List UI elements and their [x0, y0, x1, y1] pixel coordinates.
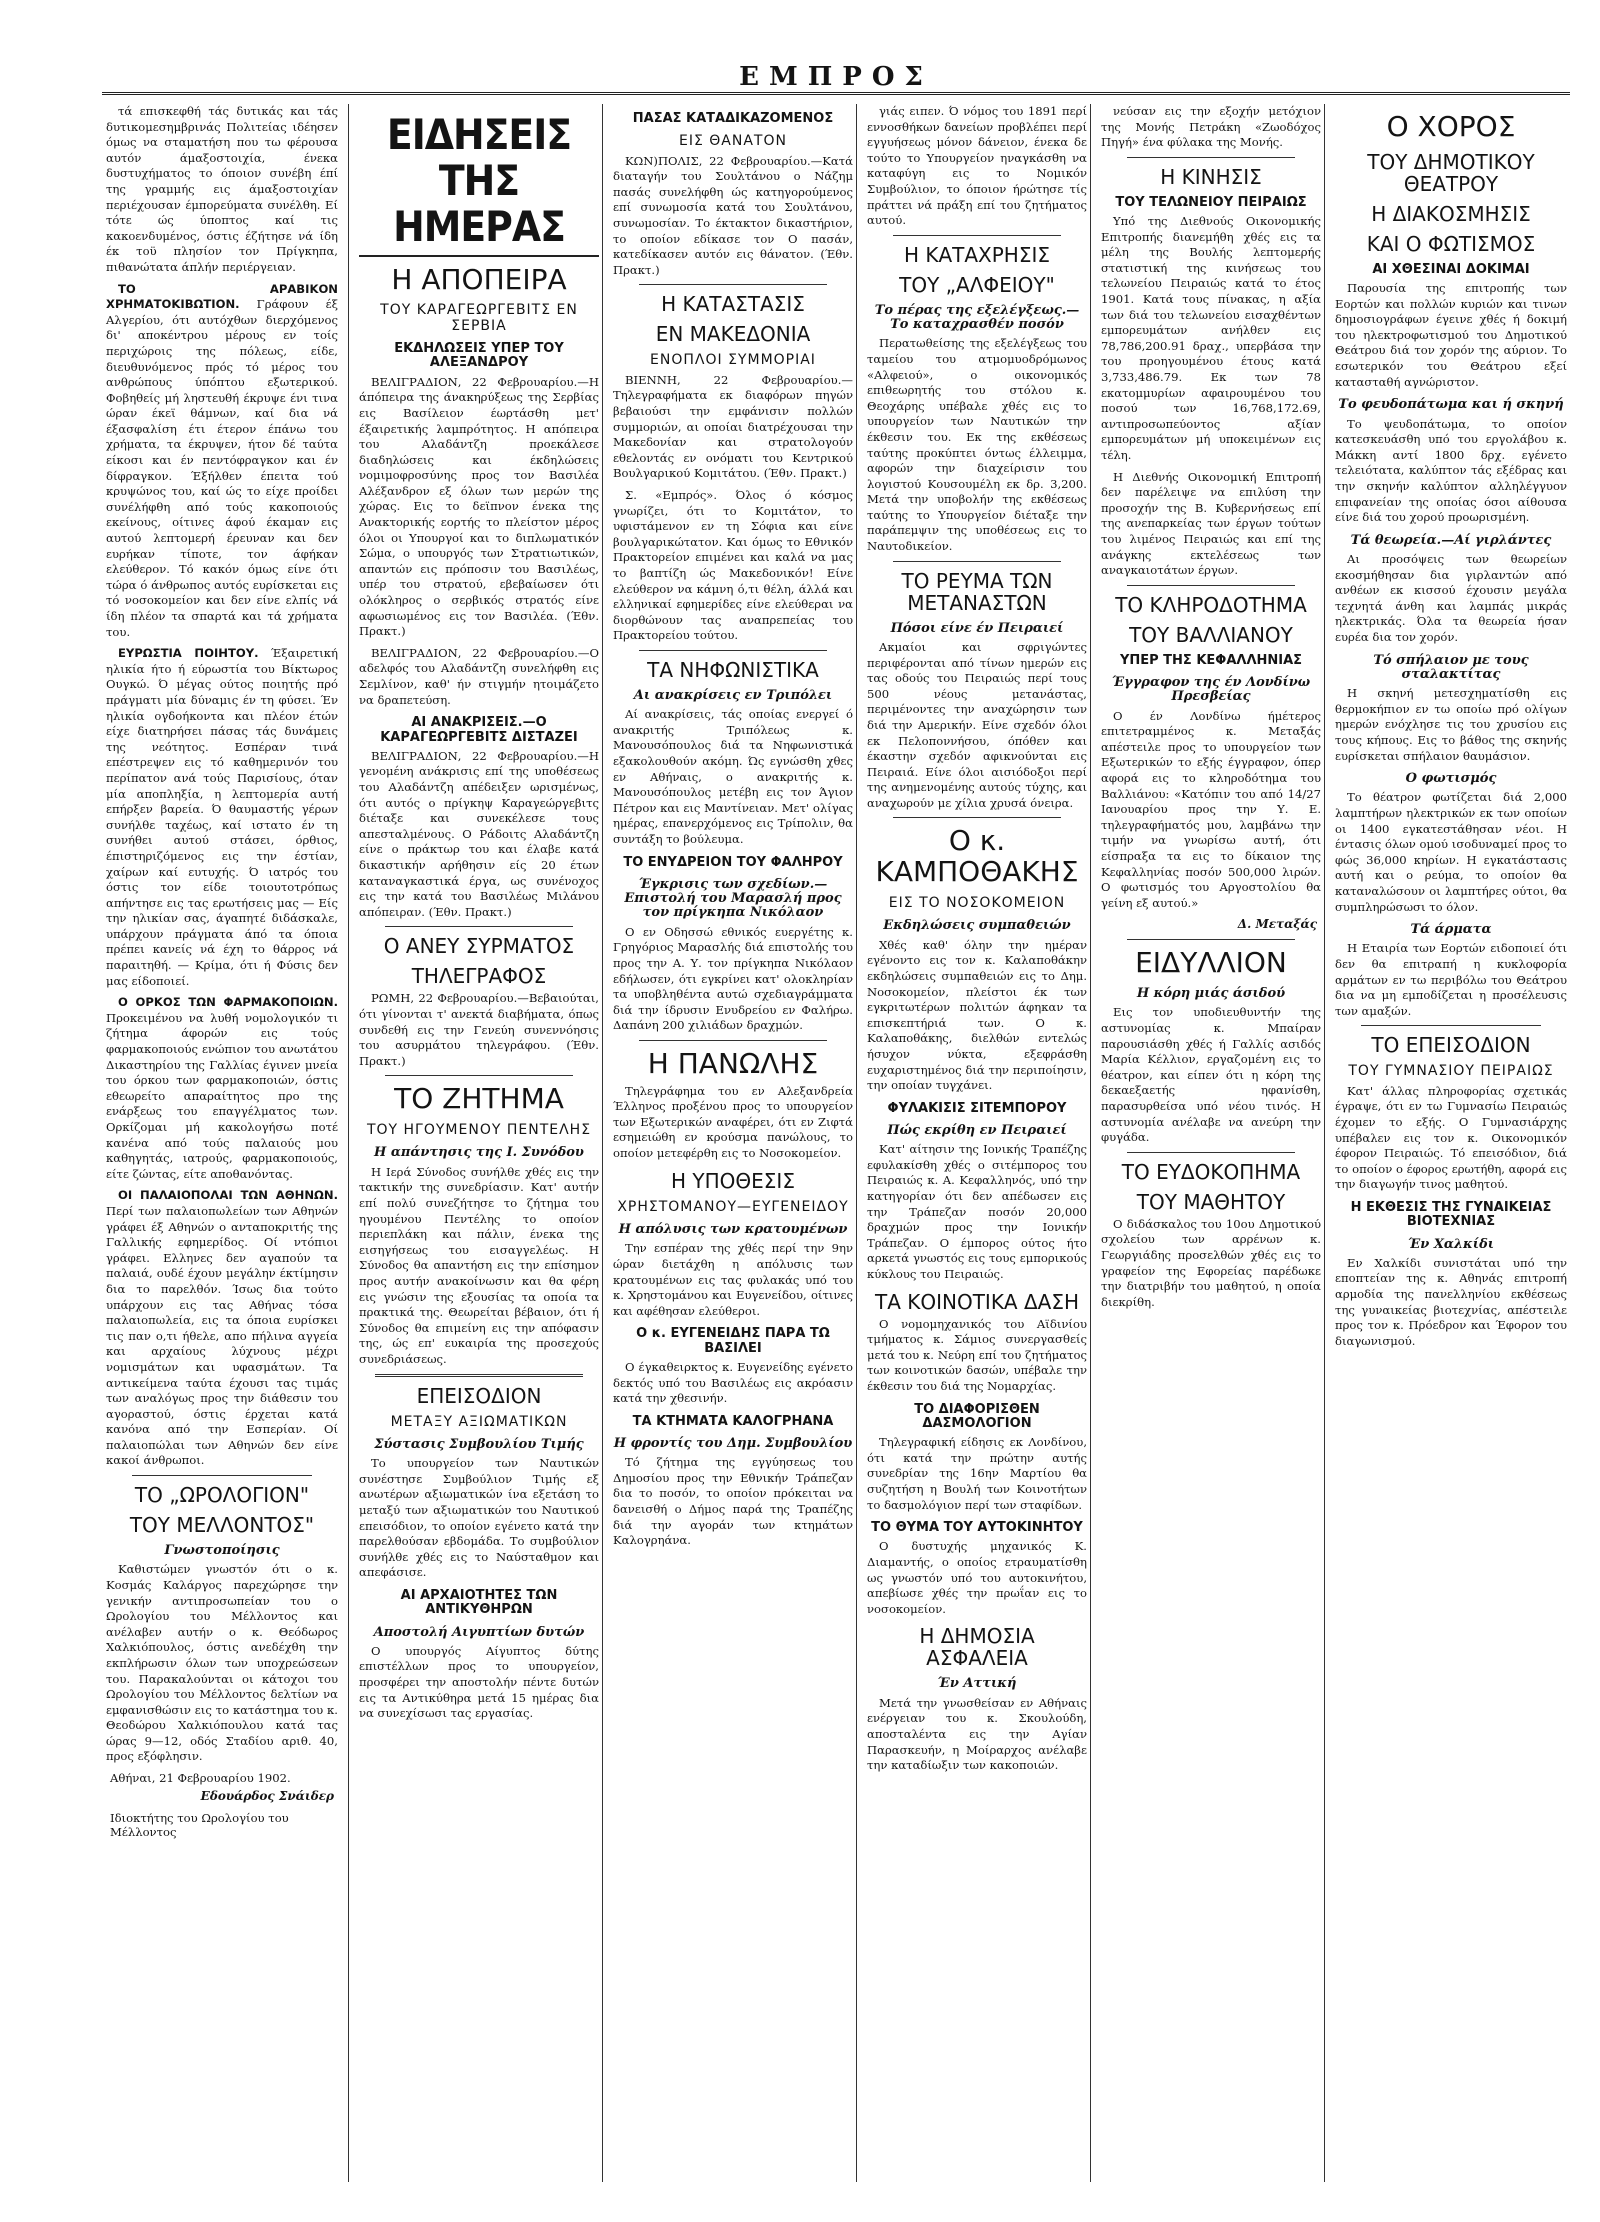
section-heading: Ο κ. ΕΥΓΕΝΕΙΔΗΣ ΠΑΡΑ ΤΩ ΒΑΣΙΛΕΙ [636, 1326, 830, 1356]
article-text: Η Διεθνής Οικονομική Επιτροπή δεν παρέλειψε να επιλύση την προσοχήν της Β. Κυβερνήσεως επί της ανεπαρκείας των έργων τούτων του λιμένος Πειραιώς και επί της ανάγκης εκτελέσεως των αναγκαιοτάτων έργων. [1101, 469, 1321, 578]
article-body: Έξαιρετική ηλικία ήτο ή εύρωστία του Βίκτωρος Ουγκώ. Ό μέγας ούτος ποιητής πρό πράγματι μία δύναμις έν τη φύσει. Έν ηλικία ογδοήκοντα και πλέον έτών είχε διατηρήσει πάσας τάς δυνάμεις της νεότητος. Εσπέραν τινά επέστρεψεν εις τό καθημερινόν του περίπατον ανά τούς Παρισίους, όταν μία αποπληξία, η λεπτομερία αυτή επήρξεν βαρεία. Ό θαυμαστής γέρων συνήλθε ταχέως, καί ιστατο έν τη συνήθει αυτού στάσει, όρθιος, έπιστηριζόμενος εις την έστίαν, χαίρων καί ευτυχής. Ό ιατρός του όστις τον είδε τοιουτοτρόπως απήντησε εις τας ερωτήσεις μας — Είς την ηλικίαν σας, άγαπητέ διδάσκαλε, υπάρχουν πράγματα άπό τα όποια πρέπει κανείς νά έχη το θάρρος νά παραιτηθή. — Κρίμα, ότι ή Φύσις δεν μας είδοποιεί. [106, 646, 338, 988]
article-text: Η σκηνή μετεσχηματίσθη εις θερμοκήπιον εν τω οποίω πρό ολίγων ημερών ενόχλησε τις του χρυσίου εις τους κήπους. Εις το βάθος της σκηνής ευρίσκεται σπήλαιον θαυμάσιον. [1335, 686, 1567, 763]
notice-date: Αθήναι, 21 Φεβρουαρίου 1902. [110, 1771, 291, 1786]
section-subheading: Η απόλυσις των κρατουμένων [618, 1222, 848, 1238]
section-heading: Η ΥΠΟΘΕΣΙΣ [671, 1168, 795, 1193]
section-subheading: ΤΟΥ ΗΓΟΥΜΕΝΟΥ ΠΕΝΤΕΛΗΣ [366, 1122, 592, 1139]
article-text: Κατ' άλλας πληροφορίας σχετικάς έγραψε, ότι εν τω Γυμνασίω Πειραιώς έχομεν το εξής. Ο Γυμνασιάρχης υπέβαλεν εις τον κ. Οικονομικόν έφορον Πειραιώς. Τό επεισόδιον, διά το οποίον ο έφορος ερωτήθη, αφορά εις την διαγωγήν τινος μαθητού. [1335, 1083, 1567, 1192]
notice-signature-title: Ιδιοκτήτης του Ωρολογίου του Μέλλοντος [110, 1811, 289, 1840]
section-heading: ΤΟ „ΩΡΟΛΟΓΙΟΝ" [134, 1483, 310, 1508]
notice-signature: Εδουάρδος Σνάιδερ [200, 1789, 334, 1804]
article-text: Ο έγκαθειρκτος κ. Ευγενείδης εγένετο δεκτός υπό του Βασιλέως εις ακρόασιν κατά την χθεσινήν. [613, 1359, 853, 1406]
article-text [106, 282, 338, 641]
divider [375, 1374, 583, 1377]
section-subheading: Εκδηλώσεις συμπαθειών [883, 918, 1071, 934]
article-text: Ακμαίοι και σφριγώντες περιφέρονται από τίνων ημερών εις τας οδούς του Πειραιώς περί τους 500 νέους μετανάστας, περιμένοντες την αναχώρησιν των διά την Αμερικήν. Είνε σχεδόν όλοι εκ Πελοποννήσου, όπόθεν και έκαστην σχεδόν αφικνούνται εις Πειραιά. Είνε όλοι αισιόδοξοι περί της ανημενομένης αυτούς τύχης, και αναχωρούν με χίλια χρυσά όνειρα. [867, 639, 1087, 810]
article-text: Ο διδάσκαλος του 10ου Δημοτικού σχολείου των αρρένων κ. Γεωργιάδης προσελθών χθές εις το γραφείον της Εφορείας παρέδωκε την διατριβήν του μαθητού, η οποία διεκρίθη. [1101, 1216, 1321, 1309]
section-subheading: ΤΗΛΕΓΡΑΦΟΣ [411, 964, 547, 989]
section-subheading: Αποστολή Αιγυπτίων δυτών [373, 1624, 585, 1640]
section-subheading: Σύστασις Συμβουλίου Τιμής [374, 1436, 584, 1452]
masthead-title: ΕΜΠΡΟΣ [739, 62, 933, 92]
section-heading: ΤΟ ΘΥΜΑ ΤΟΥ ΑΥΤΟΚΙΝΗΤΟΥ [871, 1520, 1083, 1536]
article-text: Καθιστώμεν γνωστόν ότι ο κ. Κοσμάς Καλάργος παρεχώρησε την γενικήν αντιπροσωπείαν του ο Ωρολογίου του Μέλλοντος και ανέλαβεν αυτήν ο κ. Θεόδωρος Χαλκιόπουλος, όστις ανεδέχθη την εκπλήρωσιν όλων των υποχρεώσεων του. Παρακαλούνται οι κάτοχοι του Ωρολογίου του Μέλλοντος δελτίων να εμφανισθώσιν εις το κατάστημα του κ. Θεοδώρου Χαλκιόπουλου κατά τας ώρας 9—12, οδός Σταδίου αριθ. 40, προς εξόφλησιν. [106, 1562, 338, 1764]
section-heading: ΤΟ ΖΗΤΗΜΑ [394, 1082, 564, 1116]
article-text: Τό ζήτημα της εγγύησεως του Δημοσίου προς την Εθνικήν Τράπεζαν δια το ποσόν, το οποίον πρόκειται να δανεισθή ο Δήμος παρά της Τραπέζης διά την αγοράν των κτημάτων Καλογρηάνα. [613, 1455, 853, 1548]
article-text: Μετά την γνωσθείσαν εν Αθήναις ενέργειαν του κ. Σκουλούδη, αποσταλέντα εις την Αγίαν Παρασκευήν, η Μοίραρχος ανέλαβε την καταδίωξιν των κακοποιών. [867, 1695, 1087, 1773]
section-subheading: ΕΝ ΜΑΚΕΔΟΝΙΑ [655, 322, 811, 347]
section-subheading: Η φροντίς του Δημ. Συμβουλίου [613, 1436, 853, 1451]
divider [1127, 157, 1295, 158]
section-heading: Η ΚΙΝΗΣΙΣ [1160, 164, 1262, 189]
article-text [106, 646, 338, 989]
column-1 [102, 104, 342, 2182]
section-subheading: ΤΟΥ ΚΑΡΑΓΕΩΡΓΕΒΙΤΣ ΕΝ ΣΕΡΒΙΑ [380, 302, 578, 334]
section-heading: ΤΟ ΕΥΔΟΚΟΠΗΜΑ [1121, 1159, 1301, 1184]
section-subheading: ΤΟΥ ΜΕΛΛΟΝΤΟΣ" [129, 1513, 315, 1538]
article-text: Τηλεγραφική είδησις εκ Λονδίνου, ότι κατά την πρώτην αυτής συνεδρίαν της 16ην Μαρτίου θα συζητήση η Βουλή των Κοινοτήτων το δασμολόγιον περί των σταφίδων. [867, 1435, 1087, 1512]
divider [639, 650, 827, 651]
article-text: Τηλεγράφημα του εν Αλεξανδρεία Έλληνος προξένου προς το υπουργείον των Εξωτερικών αναφέρει, ότι εν Ζιφτά εσημειώθη εν κρούσμα πανώλους, το οποίον μετεφέρθη εις το Νοσοκομείον. [613, 1083, 853, 1161]
section-subheading: Αι ανακρίσεις εν Τριπόλει [633, 687, 833, 703]
section-heading: ΕΠΕΙΣΟΔΙΟΝ [416, 1383, 542, 1408]
article-text: Το ψευδοπάτωμα, το οποίον κατεσκευάσθη υπό του εργολάβου κ. Μάκκη αντί 1800 δρχ. εγένετο τελειότατα, καλύπτον τάς εξέδρας και την σκηνήν καλύπτον αλληλέγγυον επιφανείαν της οποίας όσοι αίθουσα είνε διά του χορού προωρισμένη. [1335, 416, 1567, 525]
column-6 [1324, 104, 1571, 2182]
section-subheading: ΧΡΗΣΤΟΜΑΝΟΥ—ΕΥΓΕΝΕΙΔΟΥ [617, 1198, 849, 1215]
article-text: Το θέατρον φωτίζεται διά 2,000 λαμπτήρων ηλεκτρικών εκ των οποίων οι 1400 εγκατεστάθησαν νέοι. Η έντασις όλων ομού ισοδυναμεί προς το φώς 36,000 κηρίων. Η εγκατάστασις αυτή και ο ρεύμα, το οποίον θα καταναλώσουν οι λαμπτήρες ούτοι, θα συμπληρώσωσι το όλον. [1335, 790, 1567, 914]
section-heading: Η ΚΑΤΑΣΤΑΣΙΣ [661, 292, 805, 317]
section-heading: ΤΟ ΡΕΥΜΑ ΤΩΝ ΜΕΤΑΝΑΣΤΩΝ [901, 568, 1053, 615]
section-heading: Η ΑΠΟΠΕΙΡΑ [391, 262, 567, 296]
section-subheading: Ο φωτισμός [1405, 771, 1497, 787]
section-subheading: Γνωστοποίησις [164, 1543, 280, 1559]
masthead [102, 62, 1570, 95]
article-text: Εν Χαλκίδι συνιστάται υπό την εποπτείαν της κ. Αθηνάς επιτροπή αρμοδία της πανελληνίου εκθέσεως της γυναικείας βιοτεχνίας, απέστειλε προς τον κ. Πρόεδρον και Έφορον του διαγωνισμού. [1335, 1255, 1567, 1348]
article-text: ΒΕΛΙΓΡΑΔΙΟΝ, 22 Φεβρουαρίου.—Η γενομένη ανάκρισις επί της υποθέσεως του Αλαδάντζη απέδειξεν ωρισμένως, ότι αυτός ο πρίγκηψ Καραγεώργεβιτς διέταξε και συνεκέλεσε τους απεσταλμένους. Ο Ράδοιτς Αλαδάντζη είνε ο πράκτωρ του και έλαβε κατά δικαστικήν αρήθησιν είς 20 έτων καταναγκαστικά έργα, ως συνένοχος εις την κατά του Βασιλέως Μιλάνου απόπειραν. (Έθν. Πρακτ.) [359, 748, 599, 919]
section-subheading: ΕΙΣ ΘΑΝΑΤΟΝ [679, 133, 787, 150]
article-text: ΒΙΕΝΝΗ, 22 Φεβρουαρίου.—Τηλεγραφήματα εκ διαφόρων πηγών βεβαιούσι την εμφάνισιν πολλών συμμοριών, αι οποίαι διατρέχουσαι την Μακεδονίαν και στρατολογούν εθελοντάς εν ονόματι του Κεντρικού Βουλγαρικού Κομιτάτου. (Έθν. Πρακτ.) [613, 372, 853, 481]
article-text: ΒΕΛΙΓΡΑΔΙΟΝ, 22 Φεβρουαρίου.—Η άπόπειρα της άνακηρύξεως της Σερβίας εις Βασίλειον έωρτάσθη μετ' έξαιρετικής λαμπρότητος. Η απόπειρα του Αλαδάντζη προεκάλεσε διαδηλώσεις και έκδηλώσεις νομιμοφροσύνης προς τον Βασιλέα Αλέξανδρον εξ όλων των μερών της χώρας. Εις το δεϊπνον ένεκα της Ανακτορικής εορτής το πλείστον μέρος όλοι οι Υπουργοί και το διπλωματικόν Σώμα, ο υπουργός των Στρατιωτικών, απαντών εις πρόποσιν του Βασιλέως, υπέρ του στρατού, εβεβαίωσεν ότι ολόκληρος ο σερβικός στρατός είνε αφωσιωμένος εις τον Βασιλέα. (Έθν. Πρακτ.) [359, 374, 599, 639]
divider [1127, 939, 1295, 940]
newspaper-page [102, 62, 1570, 2182]
article-text: Σ. «Εμπρός». Όλος ό κόσμος γνωρίζει, ότι το Κομιτάτον, το υφιστάμενον εν τη Σόφια και είνε βουλγαρικώτατον. Και όμως το Εθνικόν Πρακτορείον επιμένει και καλά να μας το βαπτίζη ώς Μακεδονικόν! Είνε ελεύθερον να κάμνη ό,τι θέλη, άλλά και ελληνικαί εφημερίδες είνε ελεύθεραι να διορθώνουν τας αναπρεπείας του Πρακτορείου τούτου. [613, 487, 853, 643]
article-text: νεύσαν εις την εξοχήν μετόχιον της Μονής Πετράκη «Ζωοδόχος Πηγή» ένα φύλακα της Μονής. [1101, 104, 1321, 150]
section-subheading: ΑΙ ΑΝΑΚΡΙΣΕΙΣ.—Ο ΚΑΡΑΓΕΩΡΓΕΒΙΤΣ ΔΙΣΤΑΖΕΙ [380, 715, 578, 745]
section-heading: ΤΟ ΕΠΕΙΣΟΔΙΟΝ [1371, 1033, 1531, 1058]
section-subheading: Η απάντησις της Ι. Συνόδου [374, 1145, 584, 1161]
section-subheading: ΑΙ ΧΘΕΣΙΝΑΙ ΔΟΚΙΜΑΙ [1372, 261, 1530, 277]
section-subheading: ΚΑΙ Ο ΦΩΤΙΣΜΟΣ [1366, 231, 1536, 256]
section-subheading: Η ΔΙΑΚΟΣΜΗΣΙΣ [1371, 201, 1531, 226]
article-text: τά επισκεφθή τάς δυτικάς και τάς δυτικομεσημβρινάς Πολιτείας ιδέησεν όμως να σταματήση που τω φέρουσα αυτόν άμαξοστοιχία, ένεκα δυστυχήματος το όποιον συνέβη έπί της γραμμής εις άμαξοστοιχίαν περιέχουσαν έμπορεύματα συνέλθη. Εί τότε ώς ύποπτος καί τις κακοενδυμένος, όστις έζήτησε νά ίδη έκ τοϋ πλησίον τον Πρίγκηπα, πιθανώτατα άπλήν περιέργειαν. [106, 104, 338, 274]
divider [385, 926, 573, 927]
section-heading: Ο ΑΝΕΥ ΣΥΡΜΑΤΟΣ [383, 934, 575, 959]
article-text: Αί ανακρίσεις, τάς οποίας ενεργεί ό ανακριτής Τριπόλεως κ. Μανουσόπουλος διά τα Νηφωνιστικά εξακολουθούν ακόμη. Ώς εγνώσθη χθες εν Αθήναις, ο ανακριτής κ. Μανουσόπουλος μετέβη εις τον Άγιον Πέτρον και εις Μαντίνειαν. Μετ' ολίγας ημέρας, επανερχόμενος εις Τρίπολιν, θα συντάξη το βούλευμα. [613, 707, 853, 846]
article-text: Την εσπέραν της χθές περί την 9ην ώραν διετάχθη η απόλυσις των κρατουμένων εις τας φυλακάς υπό του κ. Χρηστομάνου και Ευγενείδου, οίτινες και αφέθησαν ελεύθεροι. [613, 1241, 853, 1318]
section-heading: Η ΕΚΘΕΣΙΣ ΤΗΣ ΓΥΝΑΙΚΕΙΑΣ ΒΙΟΤΕΧΝΙΑΣ [1350, 1199, 1552, 1230]
section-heading: Η ΚΑΤΑΧΡΗΣΙΣ [903, 242, 1051, 267]
article-text: Η Εταιρία των Εορτών ειδοποιεί ότι δεν θα επιτραπή η κυκλοφορία αρμάτων εν τω περιβόλω του Θεάτρου δια να μη εμποδίζεται η προσέλευσις των αμαξών. [1335, 941, 1567, 1018]
section-subheading: Πώς εκρίθη εν Πειραιεί [887, 1123, 1067, 1138]
divider [385, 1075, 573, 1076]
article-text: Υπό της Διεθνούς Οικονομικής Επιτροπής διανεμήθη χθές εις τα μέλη της Βουλής λεπτομερής στατιστική της κινήσεως του τελωνείου Πειραιώς κατά το έτος 1901. Κατά τους πίνακας, η αξία των διά του τελωνείου εισαχθέντων εμπορευμάτων ανήλθεν εις 78,786,200.91 δραχ., υπερβάσα την του προηγουμένου έτους κατά 3,733,486.79. Εκ των 78 εκατομμυρίων αφαιρουμένου του ποσού των 16,768,172.69, αντιπροσωπεύοντος αξίαν εμπορευμάτων μή υποκειμένων εις τέλη. [1101, 214, 1321, 462]
section-subheading: ΤΟΥ ΓΥΜΝΑΣΙΟΥ ΠΕΙΡΑΙΩΣ [1348, 1063, 1554, 1080]
article-text: Ο εν Οδησσώ εθνικός ευεργέτης κ. Γρηγόριος Μαρασλής διά επιστολής του προς την Α. Υ. τον πρίγκηπα Νικόλαον εδήλωσεν, ότι εγκρίνει κατ' ολοκληρίαν τα υποβληθέντα αυτώ σχεδιαγράμματα διά την ίδρυσιν Ενυδρείου εν Φαλήρω. Δαπάνη 200 χιλιάδων δραχμών. [613, 924, 853, 1033]
section-subheading: Τά θεωρεία.—Αί γιρλάντες [1350, 532, 1552, 548]
article-body: Περί των παλαιοπωλείων των Αθηνών γράφει έξ Αθηνών ο ανταποκριτής της Γαλλικής εφημερίδος. Οί ντόπιοι γράφει. Ελληνες δεν αγαπούν τα παλαιά, ουδέ έχουν μεγάλην έκτίμησιν δια το παρελθόν. Ίσως δια τούτο υπάρχουν εις τας Αθήνας τόσα παλαιοπωλεία, εις τα όποια ευρίσκει τις παν ο,τι ήθελε, απο πήλινα αγγεία και αρχαίους λύχνους μέχρι νομισμάτων και υφασμάτων. Τα αντικείμενα ταύτα έχουσι τας τιμάς των αναλόγως προς την διάθεσιν του αγοραστού, όστις έρχεται κατά κανόνα από την Εσπερίαν. Οί παλαιοπώλαι των Αθηνών δεν είνε κακοί άνθρωποι. [106, 1203, 338, 1468]
article-text: Αι προσόψεις των θεωρείων εκοσμήθησαν δια γιρλαντών από ανθέων εκ κισσού έχουσιν μεγάλα τεχνητά άνθη και λαμπάς μικράς ηλεκτρικάς. Όλα τα θεωρεία ήσαν ευρέα δια τον χορόν. [1335, 552, 1567, 644]
article-text: Η Ιερά Σύνοδος συνήλθε χθές εις την τακτικήν της συνεδρίασιν. Κατ' αυτήν επί πολύ συνεζήτησε το ζήτημα του ηγουμένου Πεντέλης το οποίον περιεπλάκη και πάλιν, ένεκα της εισηγήσεως του εισαγγελέως. Η Σύνοδος θα απαντήση εις την επίσημον προς αυτήν ανακοίνωσιν και θα φέρη εις γνώσιν της εξουσίας τα οποία τα πρακτικά της. Θεωρείται βέβαιον, ότι ή Σύνοδος θα επιμείνη εις την απόφασιν της, ώς επ' ευκαιρία της προσεχούς συνεδριάσεως. [359, 1164, 599, 1366]
article-text: Χθές καθ' όλην την ημέραν εγένοντο εις τον κ. Καλαποθάκην εκδηλώσεις συμπαθειών εις το Δημ. Νοσοκομείον, πλείστοι έκ των εγκριτωτέρων πολιτών άφηκαν τα επισκεπτήριά των. Ο κ. Καλαποθάκης, διελθών εντελώς ήσυχον νύκτα, εξεφράσθη ευχαριστημένος διά την περιποίησιν, την οποίαν τυγχάνει. [867, 937, 1087, 1093]
section-subheading: ΤΟΥ ΤΕΛΩΝΕΙΟΥ ΠΕΙΡΑΙΩΣ [1115, 194, 1307, 210]
section-heading: ΕΙΔΥΛΛΙΟΝ [1135, 946, 1287, 980]
section-heading: ΤΟ ΕΝΥΔΡΕΙΟΝ ΤΟΥ ΦΑΛΗΡΟΥ [623, 854, 843, 870]
divider [1127, 585, 1295, 586]
article-text: Ο νομομηχανικός του Αϊδινίου τμήματος κ. Σάμιος συνεργασθείς μετά του κ. Νεύρη επί του ζητήματος των κοινοτικών δασών, υπέβαλε την έκθεσιν του διά της Νομαρχίας. [867, 1316, 1087, 1394]
article-body: Γράφουν έξ Αλγερίου, ότι αυτόχθων διερχόμενος δι' αποκέντρου μέρους εν τοίς περιχώροις της πόλεως, είδε, διευθυνόμενος πρός τό μέρος του ανθρώπους ύπόπτου εξωτερικού. Φοβηθείς μή ληστευθή έκρυψε ένι τινα ώραν έκεϊ θάμνων, καί δια νά έξασφαλίση έτι έτερον έπάνω του χρήματα, τα έκρυψεν, ήτον δέ ταύτα είκοσι και έν πεντόφραγκον και έν δίφραγκον. Έξήλθεν έπειτα τού κρυψώνος του, καί ώς το είχε προίδει συνέλήφθη από τούς κακοποιούς εκείνους, οίτινες άφού έκαμαν εις αυτού λεπτομερή έρευναν και δεν ευρήκαν τίποτε, τον άφήκαν ελεύθερον. Τό κακόν όμως είνε ότι τώρα ό άνθρωπος αυτός ευρίσκεται εις τό νοσοκομείον και δεν είνε ελπίς νά ίδη πλέον τα σπαρτά και τά χρήματα του. [106, 297, 338, 639]
divider [639, 284, 827, 285]
article-text: Ο υπουργός Αίγυπτος δύτης επιστέλλων προς το υπουργείον, προσφέρει την αποστολήν πέντε δυτών εις τα Αντικύθηρα μετά 15 ημέρας δια να συνεχίσωσι τας εργασίας. [359, 1643, 599, 1721]
column-3 [602, 104, 857, 2182]
section-subheading: ΜΕΤΑΞΥ ΑΞΙΩΜΑΤΙΚΩΝ [390, 1413, 568, 1430]
divider [893, 235, 1061, 236]
article-text: Περατωθείσης της εξελέγξεως του ταμείου του ατμομυοδρόμωνος «Αλφειού», ο οικονομικός επιθεωρητής του στόλου κ. Θεοχάρης υπέβαλε χθές εις το υπουργείον των Ναυτικών την έκθεσιν του. Εκ της εκθέσεως ταύτης προκύπτει όντως έλλειμμα, αφορών την διαχείρισιν του λογιστού Κουσουμέλη εκ δρ. 3,200. Μετά την υποβολήν της εκθέσεως ταύτης το Υπουργείον διέταξε την παράπεμψιν της υποθέσεως εις το Ναυτοδικείον. [867, 336, 1087, 554]
column-4 [856, 104, 1091, 2182]
section-heading: ΠΑΣΑΣ ΚΑΤΑΔΙΚΑΖΟΜΕΝΟΣ [632, 111, 834, 126]
divider [1361, 1025, 1541, 1026]
section-heading: Ο κ. ΚΑΜΠΟΘΑΚΗΣ [875, 824, 1079, 889]
section-subheading: ΤΟΥ ΒΑΛΛΙΑΝΟΥ [1129, 622, 1293, 647]
section-subheading: Έν Χαλκίδι [1407, 1236, 1495, 1252]
section-subheading: Τά άρματα [1410, 922, 1492, 938]
section-subheading: Το πέρας της εξελέγξεως.—Το καταχρασθέν ποσόν [874, 302, 1080, 333]
article-text: ΚΩΝ)ΠΟΛΙΣ, 22 Φεβρουαρίου.—Κατά διαταγήν του Σουλτάνου ο Νάζημ πασάς συνελήφθη ώς κατηγορούμενος επί συνωμοσία κατά του Σουλτάνου, συνωμοσίαν. Το έκτακτον δικαστήριον, το οποίον εδίκασε τον Ο πασάν, κατεδίκασεν αυτόν εις θάνατον. (Έθν. Πρακτ.) [613, 153, 853, 277]
article-text: ΒΕΛΙΓΡΑΔΙΟΝ, 22 Φεβρουαρίου.—Ο αδελφός του Αλαδάντζη συνελήφθη εις Σεμλίνον, καθ' ήν στιγμήν ητοιμάζετο να δραπετεύση. [359, 645, 599, 707]
divider [1127, 1152, 1295, 1153]
column-2 [348, 104, 603, 2182]
article-text: Εις τον υποδιευθυντήν της αστυνομίας κ. Μπαίραν παρουσιάσθη χθές ή Γαλλίς ασιδός Μαρία Κέλλιον, εργαζομένη εις το θέατρον, και είπεν ότι η κόρη της δεκαεξαετής ηφανίσθη, παρασυρθείσα υπό νέου τινός. Η αστυνομία ανέλαβε να ανεύρη την φυγάδα. [1101, 1005, 1321, 1145]
section-heading: Η ΔΗΜΟΣΙΑ ΑΣΦΑΛΕΙΑ [919, 1624, 1035, 1671]
divider [893, 561, 1061, 562]
article-text: Κατ' αίτησιν της Ιονικής Τραπέζης εφυλακίσθη χθές ο σιτέμπορος του Πειραιώς κ. Α. Κεφαλληνός, υπό την κατηγορίαν ότι δεν απέδωσεν εις την Τράπεζαν ποσόν 20,000 δραχμών προς την Ιονικήν Τράπεζαν. Ο έμπορος ούτος ήτο αρκετά γνωστός εις τους εμπορικούς κύκλους του Πειραιώς. [867, 1142, 1087, 1282]
section-subheading: Πόσοι είνε έν Πειραιεί [890, 620, 1064, 636]
section-subheading: ΥΠΕΡ ΤΗΣ ΚΕΦΑΛΛΗΝΙΑΣ [1119, 652, 1303, 668]
section-subheading: Το φευδοπάτωμα και ή σκηνή [1338, 397, 1564, 413]
section-heading: ΤΑ ΚΤΗΜΑΤΑ ΚΑΛΟΓΡΗΑΝΑ [632, 1413, 834, 1429]
page-title: ΕΙΔΗΣΕΙΣ ΤΗΣ ΗΜΕΡΑΣ [359, 112, 599, 257]
article-text [106, 1188, 338, 1469]
section-subheading: Έγγραφον της έν Λονδίνω Πρεσβείας [1111, 675, 1311, 705]
run-in-heading: ΤΟ ΑΡΑΒΙΚΟΝ ΧΡΗΜΑΤΟΚΙΒΩΤΙΟΝ. [106, 281, 338, 312]
section-subheading: ΕΚΔΗΛΩΣΕΙΣ ΥΠΕΡ ΤΟΥ ΑΛΕΞΑΝΔΡΟΥ [394, 341, 564, 371]
article-signature: Δ. Μεταξάς [1237, 917, 1317, 932]
article-body: Προκειμένου να λυθή νομολογικόν τι ζήτημα άφορών εις τούς φαρμακοποιούς ενώπιον του ανωτάτου Δικαστηρίου της Γαλλίας έγινεν μνεία του όρκου των φαρμακοποιών, όστις εθεωρείτο απαραίτητος προ της ενάρξεως του επαγγέλματος των. Ορκίζομαι μή κακολογήσω ποτέ κανένα από τούς παλαιούς μου καθηγητάς, ιατρούς, φαρμακοποιούς, είτε ζώντας, είτε αποθανόντας. [106, 1010, 338, 1181]
run-in-heading: Ο ΟΡΚΟΣ ΤΩΝ ΦΑΡΜΑΚΟΠΟΙΩΝ. [118, 995, 338, 1010]
run-in-heading: ΕΥΡΩΣΤΙΑ ΠΟΙΗΤΟΥ. [118, 646, 259, 661]
article-text: Ο δυστυχής μηχανικός Κ. Διαμαντής, ο οποίος ετραυματίσθη ως γνωστόν υπό του αυτοκινήτου, απεβίωσε χθές την πρωΐαν εις το νοσοκομείον. [867, 1539, 1087, 1616]
section-subheading: Έγκρισις των σχεδίων.—Επιστολή του Μαρασλή προς τον πρίγκηπα Νικόλαον [624, 876, 842, 921]
section-heading: ΦΥΛΑΚΙΣΙΣ ΣΙΤΕΜΠΟΡΟΥ [887, 1100, 1067, 1116]
article-text: Το υπουργείον των Ναυτικών συνέστησε Συμβούλιον Τιμής εξ ανωτέρων αξιωματικών ίνα εξετάση το μεταξύ των αξιωματικών του Ναυτικού επεισόδιον, το οποίον εγένετο κατά την παρελθούσαν εβδομάδα. Το συμβούλιον συνήλθε χθές εις το Ναύσταθμον και απεφάσισε. [359, 1456, 599, 1580]
article-text: ΡΩΜΗ, 22 Φεβρουαρίου.—Βεβαιούται, ότι γίνονται τ' ανεκτά διαβήματα, όπως συνδεθή εις την Γενεύη συνεννόησις του ασυρμάτου τηλεγράφου. (Έθν. Πρακτ.) [359, 991, 599, 1068]
section-subheading: Έν Αττική [937, 1676, 1017, 1692]
section-subheading: ΤΟΥ ΔΗΜΟΤΙΚΟΥ ΘΕΑΤΡΟΥ [1367, 149, 1535, 196]
column-5 [1090, 104, 1325, 2182]
run-in-heading: ΟΙ ΠΑΛΑΙΟΠΟΛΑΙ ΤΩΝ ΑΘΗΝΩΝ. [118, 1188, 338, 1203]
divider [132, 1475, 312, 1476]
section-heading: ΑΙ ΑΡΧΑΙΟΤΗΤΕΣ ΤΩΝ ΑΝΤΙΚΥΘΗΡΩΝ [400, 1587, 558, 1618]
article-text: Ο έν Λονδίνω ήμέτερος επιτετραμμένος κ. Μεταξάς απέστειλε προς το υπουργείον των Εξωτερικών το εξής έγγραφον, όπερ αφορά εις το κληροδότημα του Βαλλιάνου: «Κατόπιν του από 14/27 Ιανουαρίου προς την Υ. Ε. τηλεγραφήματός μου, λαμβάνω την τιμήν να γνωρίσω αυτή, ότι είσπραξα τα εις το δίκαιον της Κεφαλληνίας ποσόν 500,000 λιρών. Ο φωτισμός του Αργοστολίου θα γείνη εξ αυτού.» [1101, 708, 1321, 910]
section-heading: ΤΟ ΚΛΗΡΟΔΟΤΗΜΑ [1115, 592, 1307, 617]
section-subheading: ΤΟΥ „ΑΛΦΕΙΟΥ" [899, 272, 1055, 297]
section-subheading: ΕΙΣ ΤΟ ΝΟΣΟΚΟΜΕΙΟΝ [888, 895, 1066, 912]
section-heading: ΤΟ ΔΙΑΦΟΡΙΣΘΕΝ ΔΑΣΜΟΛΟΓΙΟΝ [914, 1401, 1040, 1431]
article-text: γιάς ειπεν. Ό νόμος του 1891 περί εννοσθήκων δανείων προβλέπει περί εγγυήσεως μόνον δάνειον, ένεκα δε τούτο το Υπουργείον ηναγκάσθη να καταφύγη εις το Νομικόν Συμβούλιον, το όποιον ήρώτησε τίς πράττει νά πράξη επί του ζητήματος αυτού. [867, 104, 1087, 228]
section-heading: ΤΑ ΝΗΦΩΝΙΣΤΙΚΑ [647, 657, 819, 682]
section-subheading: ΤΟΥ ΜΑΘΗΤΟΥ [1136, 1189, 1286, 1214]
section-heading: Η ΠΑΝΩΛΗΣ [647, 1046, 819, 1080]
article-text: Παρουσία της επιτροπής των Εορτών και πολλών κυριών και τινων δημοσιογράφων έγεινε χθές ή δοκιμή του ηλεκτροφωτισμού του Δημοτικού Θεάτρου διά τον χορόν της αύριον. Το εσωτερικόν του Θεάτρου εξεί κατασταθή αγνώριστον. [1335, 281, 1567, 389]
section-heading: ΤΑ ΚΟΙΝΟΤΙΚΑ ΔΑΣΗ [874, 1289, 1080, 1314]
section-subheading: Η κόρη μιάς άσιδού [1136, 986, 1286, 1002]
section-subheading: Τό σπήλαιον με τους σταλακτίτας [1373, 652, 1529, 682]
divider [639, 1040, 827, 1041]
article-text [106, 995, 338, 1182]
divider [893, 817, 1061, 818]
columns [102, 104, 1570, 2182]
section-heading: Ο ΧΟΡΟΣ [1386, 110, 1516, 143]
section-subheading: ΕΝΟΠΛΟΙ ΣΥΜΜΟΡΙΑΙ [650, 352, 816, 369]
